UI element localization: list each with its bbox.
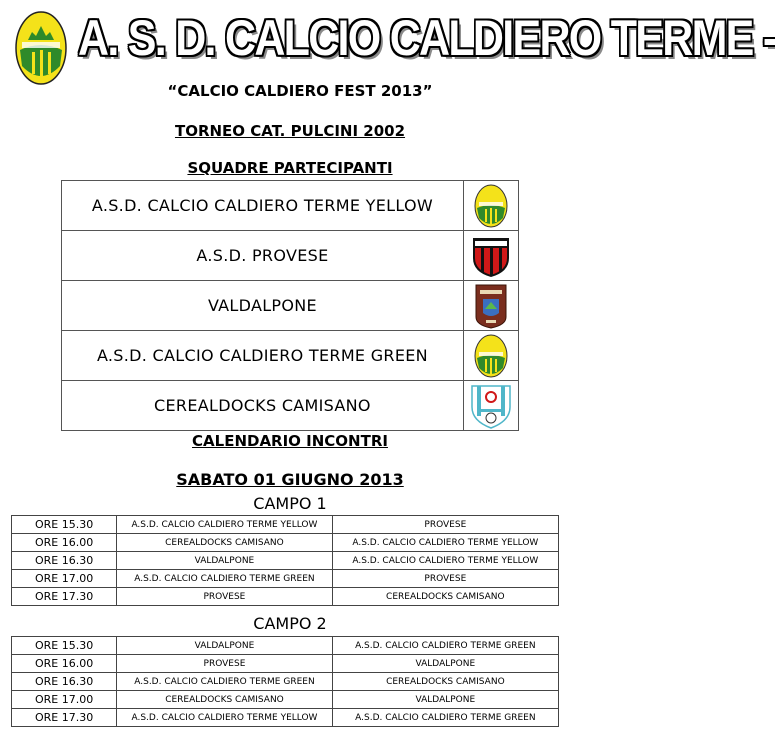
match-home: A.S.D. CALCIO CALDIERO TERME YELLOW: [117, 516, 332, 534]
match-away: PROVESE: [332, 570, 558, 588]
match-time: ORE 16.00: [12, 534, 117, 552]
match-time: ORE 16.00: [12, 655, 117, 673]
team-name: VALDALPONE: [62, 281, 464, 331]
match-home: PROVESE: [117, 655, 333, 673]
match-home: A.S.D. CALCIO CALDIERO TERME YELLOW: [117, 709, 333, 727]
field-2-schedule: [11, 636, 559, 727]
match-time: ORE 17.30: [12, 588, 117, 606]
match-time: ORE 17.00: [12, 570, 117, 588]
field-2-label: CAMPO 2: [253, 614, 327, 633]
field-1-label: CAMPO 1: [253, 494, 327, 513]
match-away: A.S.D. CALCIO CALDIERO TERME GREEN: [332, 637, 558, 655]
match-home: A.S.D. CALCIO CALDIERO TERME GREEN: [117, 570, 332, 588]
club-title: A. S. D. CALCIO CALDIERO TERME -: [78, 10, 775, 66]
team-logo-cell: [463, 181, 518, 231]
match-time: ORE 17.00: [12, 691, 117, 709]
field-1-schedule: [11, 515, 559, 606]
table-row: [12, 588, 559, 606]
date-heading: SABATO 01 GIUGNO 2013: [176, 470, 404, 489]
club-logo: [14, 10, 68, 86]
team-logo-cell: [463, 281, 518, 331]
table-row: [12, 534, 559, 552]
team-name: CEREALDOCKS CAMISANO: [62, 381, 464, 431]
team-row: [62, 281, 519, 331]
match-away: CEREALDOCKS CAMISANO: [332, 588, 558, 606]
table-row: [12, 552, 559, 570]
team-logo-cell: [463, 381, 518, 431]
table-row: [12, 637, 559, 655]
match-time: ORE 16.30: [12, 552, 117, 570]
match-home: PROVESE: [117, 588, 332, 606]
event-title: “CALCIO CALDIERO FEST 2013”: [167, 82, 433, 100]
team-name: A.S.D. PROVESE: [62, 231, 464, 281]
match-time: ORE 15.30: [12, 516, 117, 534]
caldiero-crest-icon: [474, 184, 508, 228]
table-row: [12, 655, 559, 673]
teams-heading: SQUADRE PARTECIPANTI: [187, 159, 393, 177]
provese-crest-icon: [471, 234, 511, 278]
match-away: PROVESE: [332, 516, 558, 534]
table-row: [12, 673, 559, 691]
match-home: CEREALDOCKS CAMISANO: [117, 534, 332, 552]
valdalpone-crest-icon: [474, 283, 508, 329]
match-away: A.S.D. CALCIO CALDIERO TERME YELLOW: [332, 552, 558, 570]
team-row: [62, 181, 519, 231]
match-home: VALDALPONE: [117, 637, 333, 655]
match-away: CEREALDOCKS CAMISANO: [332, 673, 558, 691]
teams-table: [61, 180, 519, 431]
match-home: A.S.D. CALCIO CALDIERO TERME GREEN: [117, 673, 333, 691]
schedule-heading: CALENDARIO INCONTRI: [192, 432, 388, 450]
table-row: [12, 516, 559, 534]
camisano-crest-icon: [470, 383, 512, 429]
match-time: ORE 17.30: [12, 709, 117, 727]
team-logo-cell: [463, 231, 518, 281]
table-row: [12, 691, 559, 709]
team-row: [62, 331, 519, 381]
match-time: ORE 16.30: [12, 673, 117, 691]
match-away: A.S.D. CALCIO CALDIERO TERME GREEN: [332, 709, 558, 727]
match-home: CEREALDOCKS CAMISANO: [117, 691, 333, 709]
table-row: [12, 709, 559, 727]
match-home: VALDALPONE: [117, 552, 332, 570]
team-row: [62, 381, 519, 431]
team-name: A.S.D. CALCIO CALDIERO TERME YELLOW: [62, 181, 464, 231]
team-row: [62, 231, 519, 281]
match-away: VALDALPONE: [332, 691, 558, 709]
caldiero-crest-icon: [474, 334, 508, 378]
tournament-heading: TORNEO CAT. PULCINI 2002: [174, 122, 406, 140]
table-row: [12, 570, 559, 588]
match-away: A.S.D. CALCIO CALDIERO TERME YELLOW: [332, 534, 558, 552]
team-name: A.S.D. CALCIO CALDIERO TERME GREEN: [62, 331, 464, 381]
match-time: ORE 15.30: [12, 637, 117, 655]
team-logo-cell: [463, 331, 518, 381]
match-away: VALDALPONE: [332, 655, 558, 673]
